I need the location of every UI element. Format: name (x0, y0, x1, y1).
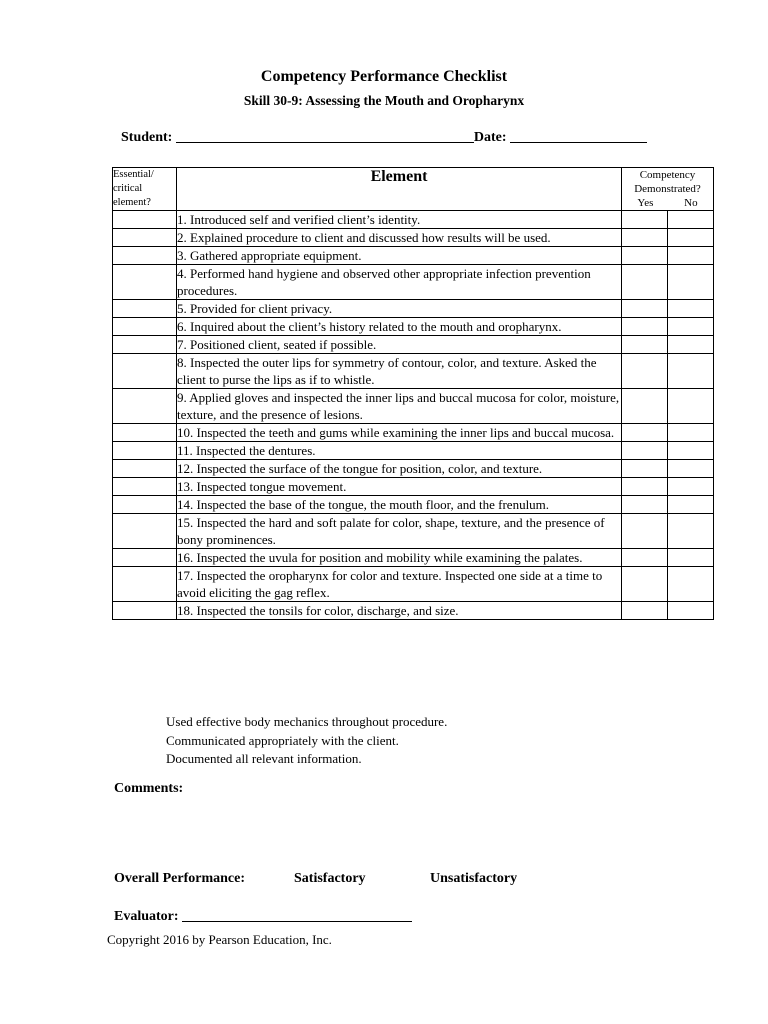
no-cell[interactable] (668, 514, 714, 549)
yes-cell[interactable] (622, 247, 668, 265)
no-cell[interactable] (668, 318, 714, 336)
essential-cell[interactable] (113, 514, 177, 549)
yes-cell[interactable] (622, 300, 668, 318)
additional-criteria (166, 713, 447, 769)
essential-cell[interactable] (113, 229, 177, 247)
yes-cell[interactable] (622, 354, 668, 389)
yes-cell[interactable] (622, 389, 668, 424)
no-cell[interactable] (668, 424, 714, 442)
no-cell[interactable] (668, 602, 714, 620)
essential-cell[interactable] (113, 602, 177, 620)
yes-cell[interactable] (622, 567, 668, 602)
student-date-line (121, 128, 647, 146)
essential-cell[interactable] (113, 211, 177, 229)
element-text: 2. Explained procedure to client and discussed how results will be used. (177, 229, 622, 247)
unsatisfactory-option[interactable]: Unsatisfactory (430, 871, 518, 886)
element-header: Element (177, 168, 622, 211)
element-text: 1. Introduced self and verified client’s identity. (177, 211, 622, 229)
no-cell[interactable] (668, 265, 714, 300)
element-text: 4. Performed hand hygiene and observed other appropriate infection prevention procedures. (177, 265, 622, 300)
no-cell[interactable] (668, 478, 714, 496)
page-title: Competency Performance Checklist (260, 68, 508, 85)
element-text: 8. Inspected the outer lips for symmetry of contour, color, and texture. Asked the client to purse the lips as if to whistle. (177, 354, 622, 389)
essential-cell[interactable] (113, 318, 177, 336)
yes-cell[interactable] (622, 424, 668, 442)
no-cell[interactable] (668, 496, 714, 514)
essential-cell[interactable] (113, 424, 177, 442)
essential-cell[interactable] (113, 442, 177, 460)
no-header: No (684, 197, 698, 209)
table-row (113, 567, 714, 602)
no-cell[interactable] (668, 354, 714, 389)
satisfactory-option[interactable]: Satisfactory (294, 871, 366, 886)
element-text: 7. Positioned client, seated if possible. (177, 336, 622, 354)
yes-cell[interactable] (622, 496, 668, 514)
table-row (113, 336, 714, 354)
yes-cell[interactable] (622, 549, 668, 567)
competency-label: Competency Demonstrated? (634, 169, 701, 195)
competency-header (622, 168, 714, 211)
no-cell[interactable] (668, 567, 714, 602)
element-text: 18. Inspected the tonsils for color, discharge, and size. (177, 602, 622, 620)
element-text: 11. Inspected the dentures. (177, 442, 622, 460)
yes-cell[interactable] (622, 602, 668, 620)
yes-cell[interactable] (622, 265, 668, 300)
essential-cell[interactable] (113, 336, 177, 354)
copyright: Copyright 2016 by Pearson Education, Inc. (107, 932, 332, 947)
table-header-row (113, 168, 714, 211)
element-text: 17. Inspected the oropharynx for color and texture. Inspected one side at a time to avoid eliciting the gag reflex. (177, 567, 622, 602)
evaluator-label: Evaluator: (114, 909, 179, 924)
table-row (113, 211, 714, 229)
no-cell[interactable] (668, 389, 714, 424)
table-row (113, 478, 714, 496)
yes-cell[interactable] (622, 478, 668, 496)
student-label: Student: (121, 130, 173, 145)
yes-cell[interactable] (622, 229, 668, 247)
no-cell[interactable] (668, 442, 714, 460)
checklist-table (112, 167, 714, 620)
essential-cell[interactable] (113, 247, 177, 265)
no-cell[interactable] (668, 460, 714, 478)
page-subtitle: Skill 30-9: Assessing the Mouth and Oropharynx (243, 93, 525, 108)
extra-item: Documented all relevant information. (166, 751, 362, 766)
table-row (113, 514, 714, 549)
element-text: 10. Inspected the teeth and gums while examining the inner lips and buccal mucosa. (177, 424, 622, 442)
element-text: 9. Applied gloves and inspected the inner lips and buccal mucosa for color, moisture, texture, and the presence of lesions. (177, 389, 622, 424)
essential-cell[interactable] (113, 496, 177, 514)
table-row (113, 300, 714, 318)
essential-header: Essential/ critical element? (113, 168, 177, 211)
table-row (113, 318, 714, 336)
evaluator-line (114, 907, 412, 925)
yes-cell[interactable] (622, 514, 668, 549)
no-cell[interactable] (668, 247, 714, 265)
essential-cell[interactable] (113, 478, 177, 496)
element-text: 16. Inspected the uvula for position and mobility while examining the palates. (177, 549, 622, 567)
yes-cell[interactable] (622, 336, 668, 354)
element-text: 15. Inspected the hard and soft palate for color, shape, texture, and the presence of bony prominences. (177, 514, 622, 549)
element-text: 3. Gathered appropriate equipment. (177, 247, 622, 265)
element-text: 5. Provided for client privacy. (177, 300, 622, 318)
table-row (113, 389, 714, 424)
table-row (113, 496, 714, 514)
no-cell[interactable] (668, 300, 714, 318)
extra-item: Used effective body mechanics throughout procedure. (166, 714, 448, 729)
essential-cell[interactable] (113, 354, 177, 389)
essential-cell[interactable] (113, 567, 177, 602)
table-row (113, 442, 714, 460)
table-row (113, 354, 714, 389)
table-row (113, 424, 714, 442)
element-text: 14. Inspected the base of the tongue, the mouth floor, and the frenulum. (177, 496, 622, 514)
essential-cell[interactable] (113, 549, 177, 567)
element-text: 12. Inspected the surface of the tongue for position, color, and texture. (177, 460, 622, 478)
date-label: Date: (473, 130, 507, 145)
yes-cell[interactable] (622, 442, 668, 460)
no-cell[interactable] (668, 211, 714, 229)
essential-cell[interactable] (113, 265, 177, 300)
yes-cell[interactable] (622, 460, 668, 478)
overall-label: Overall Performance: (114, 871, 245, 886)
table-row (113, 549, 714, 567)
table-row (113, 602, 714, 620)
essential-cell[interactable] (113, 460, 177, 478)
no-cell[interactable] (668, 229, 714, 247)
essential-cell[interactable] (113, 300, 177, 318)
yes-header: Yes (637, 197, 654, 209)
date-field[interactable] (510, 128, 647, 143)
table-row (113, 265, 714, 300)
element-text: 13. Inspected tongue movement. (177, 478, 622, 496)
no-cell[interactable] (668, 549, 714, 567)
table-row (113, 229, 714, 247)
table-row (113, 460, 714, 478)
yes-cell[interactable] (622, 318, 668, 336)
evaluator-field[interactable] (182, 907, 412, 922)
essential-cell[interactable] (113, 389, 177, 424)
student-field[interactable] (176, 128, 474, 143)
yes-cell[interactable] (622, 211, 668, 229)
comments-label: Comments: (114, 781, 184, 796)
no-cell[interactable] (668, 336, 714, 354)
extra-item: Communicated appropriately with the client. (166, 732, 399, 748)
element-text: 6. Inquired about the client’s history related to the mouth and oropharynx. (177, 318, 622, 336)
table-row (113, 247, 714, 265)
